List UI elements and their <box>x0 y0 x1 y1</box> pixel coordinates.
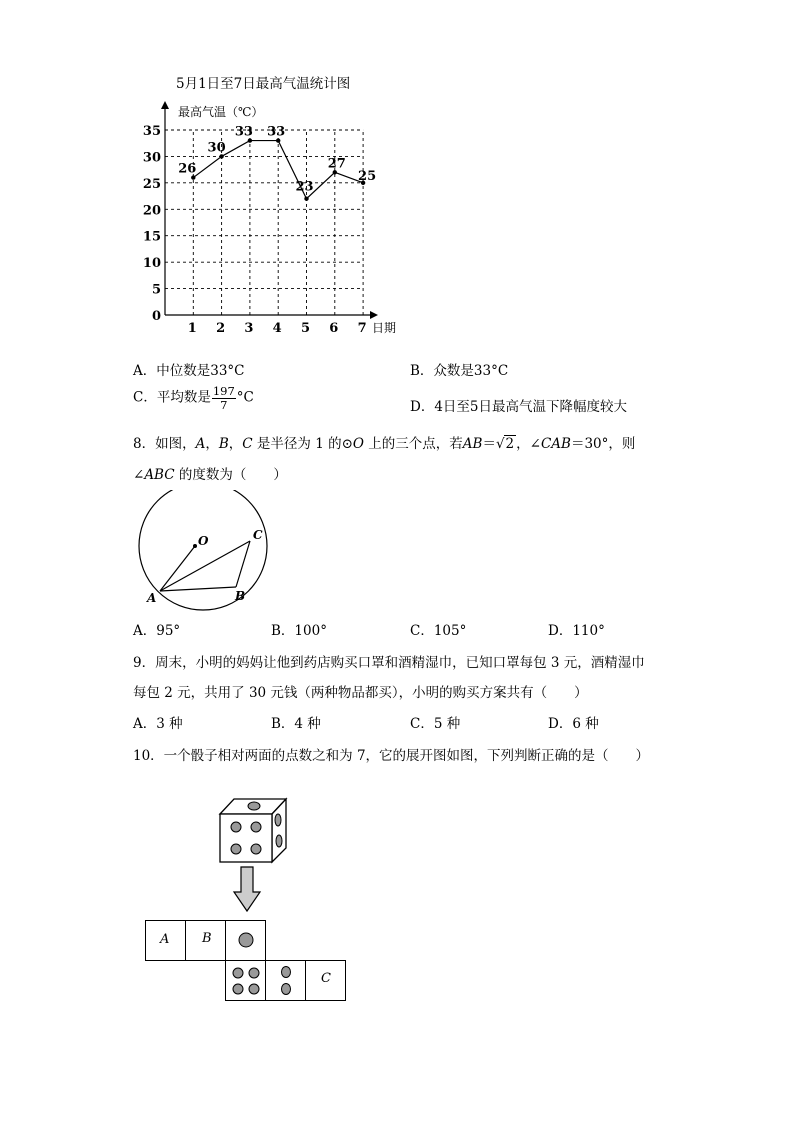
y-tick-label: 35 <box>142 124 161 139</box>
dot <box>231 844 241 854</box>
q9-option-c: C．5 种 <box>410 716 461 732</box>
chart-data-labels <box>178 125 376 195</box>
circle-figure <box>130 490 290 615</box>
q8-option-d: D．110° <box>548 623 605 639</box>
net-face-one <box>225 920 266 961</box>
dot <box>275 814 281 826</box>
q7-option-a: A．中位数是33°C <box>133 363 245 379</box>
q7-option-d: D．4日至5日最高气温下降幅度较大 <box>410 399 628 415</box>
q9-option-d: D．6 种 <box>548 716 599 732</box>
y-tick-label: 30 <box>142 150 161 166</box>
data-label: 27 <box>327 156 346 172</box>
y-axis-arrow <box>161 101 169 109</box>
chart-y-tick-labels <box>143 124 161 324</box>
data-label: 23 <box>295 179 314 195</box>
y-tick-label: 15 <box>142 229 161 245</box>
chart-ylabel: 最高气温（℃） <box>178 105 264 119</box>
label-c: C <box>253 528 263 542</box>
x-tick-label: 3 <box>244 321 254 336</box>
net-face-two <box>265 960 306 1001</box>
data-label: 30 <box>207 140 226 156</box>
net-face-four <box>225 960 266 1001</box>
dot <box>231 822 241 832</box>
y-tick-label: 25 <box>142 176 161 192</box>
y-tick-label: 0 <box>151 309 161 324</box>
q7-option-b: B．众数是33°C <box>410 363 509 379</box>
label-b: B <box>235 589 246 603</box>
x-tick-label: 7 <box>357 321 367 336</box>
data-label: 33 <box>267 124 286 140</box>
data-label: 26 <box>178 161 197 177</box>
q9-option-a: A．3 种 <box>133 716 183 732</box>
dot <box>251 822 261 832</box>
net-face-a: A <box>145 920 186 961</box>
segment-ao <box>160 546 195 591</box>
x-axis-arrow <box>370 311 378 319</box>
x-tick-label: 4 <box>272 321 282 336</box>
data-label: 33 <box>234 124 253 140</box>
label-a: A <box>147 591 157 605</box>
chart-xlabel: 日期 <box>372 321 397 335</box>
dot <box>251 844 261 854</box>
q7-option-c: C．平均数是 $\frac{197}{7}$ °C <box>133 384 254 412</box>
x-tick-label: 2 <box>216 321 226 336</box>
x-tick-label: 5 <box>300 321 311 336</box>
data-label: 25 <box>358 168 377 184</box>
q8-stem-line2: ∠ABC 的度数为（ ） <box>133 467 287 483</box>
q8-stem-line1: 8．如图，A，B，C 是半径为 1 的⊙O 上的三个点，若AB＝√2 ，∠CAB＝30°，则 <box>133 436 636 452</box>
x-tick-label: 1 <box>187 321 197 336</box>
q10-stem: 10．一个骰子相对两面的点数之和为 7，它的展开图如图，下列判断正确的是（ ） <box>133 748 650 764</box>
temperature-line-chart <box>0 0 420 345</box>
dot <box>276 835 282 847</box>
net-face-b: B <box>185 920 226 961</box>
segment-ab <box>160 587 236 591</box>
q8-option-c: C．105° <box>410 623 467 639</box>
dice-front-face <box>220 814 272 862</box>
q9-stem-line2: 每包 2 元，共用了 30 元钱（两种物品都买），小明的购买方案共有（ ） <box>133 685 588 701</box>
q8-option-b: B．100° <box>271 623 327 639</box>
chart-x-tick-labels <box>188 321 367 336</box>
data-point <box>304 197 308 201</box>
q9-stem-line1: 9．周末，小明的妈妈让他到药店购买口罩和酒精湿巾，已知口罩每包 3 元，酒精湿巾 <box>133 655 645 671</box>
y-tick-label: 10 <box>142 256 161 272</box>
fraction: $\frac{197}{7}$ <box>212 384 235 412</box>
label-o: O <box>198 534 209 548</box>
q8-option-a: A．95° <box>133 623 181 639</box>
chart-title: 5月1日至7日最高气温统计图 <box>176 76 351 92</box>
q9-option-b: B．4 种 <box>271 716 321 732</box>
down-arrow-icon <box>232 866 262 914</box>
x-tick-label: 6 <box>329 321 339 336</box>
y-tick-label: 5 <box>151 282 161 298</box>
dice-figure <box>210 785 290 865</box>
dot <box>248 802 260 810</box>
net-face-c: C <box>305 960 346 1001</box>
y-tick-label: 20 <box>142 203 161 219</box>
